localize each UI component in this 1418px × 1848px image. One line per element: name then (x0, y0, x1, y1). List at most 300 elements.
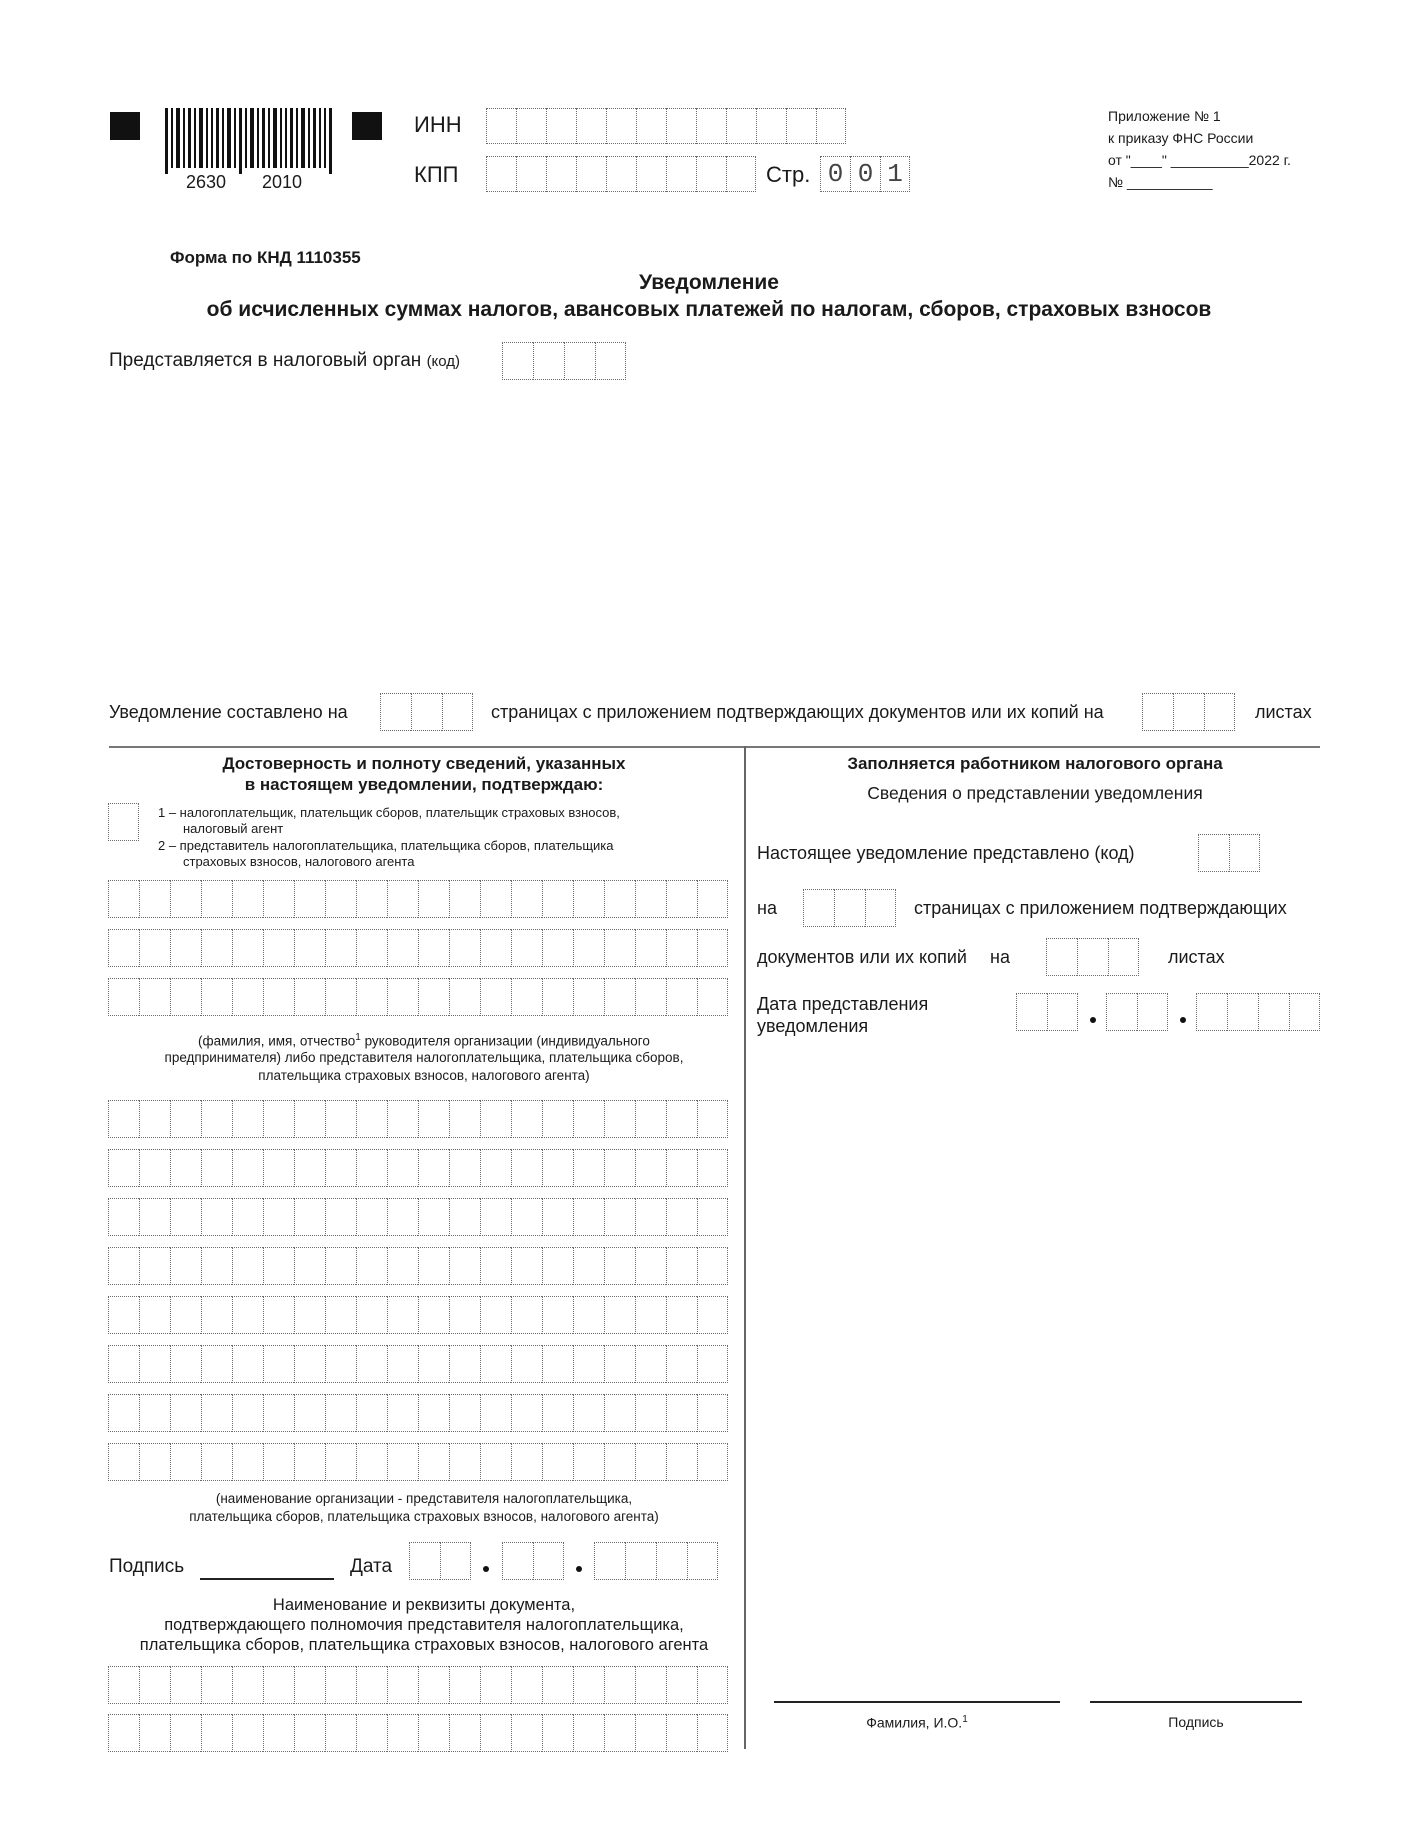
letter-cell[interactable] (325, 1443, 356, 1481)
letter-cell[interactable] (480, 1296, 511, 1334)
letter-cell[interactable] (387, 929, 418, 967)
letter-cell[interactable] (635, 1100, 666, 1138)
letter-cell[interactable] (325, 1100, 356, 1138)
authority-doc-row[interactable] (108, 1714, 728, 1752)
letter-cell[interactable] (697, 1714, 728, 1752)
letter-cell[interactable] (325, 978, 356, 1016)
letter-cell[interactable] (511, 1666, 542, 1704)
letter-cell[interactable] (542, 880, 573, 918)
letter-cell[interactable] (542, 1296, 573, 1334)
letter-cell[interactable] (604, 1443, 635, 1481)
letter-cell[interactable] (139, 1100, 170, 1138)
letter-cell[interactable] (232, 880, 263, 918)
letter-cell[interactable] (232, 1149, 263, 1187)
letter-cell[interactable] (139, 1149, 170, 1187)
letter-cell[interactable] (387, 1345, 418, 1383)
letter-cell[interactable] (356, 1443, 387, 1481)
letter-cell[interactable] (356, 1345, 387, 1383)
letter-cell[interactable] (108, 1394, 139, 1432)
letter-cell[interactable] (635, 1714, 666, 1752)
letter-cell[interactable] (604, 1198, 635, 1236)
inn-cell[interactable] (546, 108, 576, 144)
kpp-cell[interactable] (546, 156, 576, 192)
letter-cell[interactable] (542, 1394, 573, 1432)
sheets-count-cell[interactable] (1204, 693, 1235, 731)
letter-cell[interactable] (263, 1149, 294, 1187)
letter-cell[interactable] (170, 1149, 201, 1187)
letter-cell[interactable] (232, 1247, 263, 1285)
letter-cell[interactable] (480, 880, 511, 918)
letter-cell[interactable] (232, 1198, 263, 1236)
date-day-cell[interactable] (440, 1542, 471, 1580)
letter-cell[interactable] (449, 880, 480, 918)
letter-cell[interactable] (356, 1198, 387, 1236)
letter-cell[interactable] (604, 978, 635, 1016)
letter-cell[interactable] (666, 1666, 697, 1704)
letter-cell[interactable] (480, 929, 511, 967)
letter-cell[interactable] (170, 880, 201, 918)
letter-cell[interactable] (170, 1714, 201, 1752)
right-sheets-cell[interactable] (1077, 938, 1108, 976)
letter-cell[interactable] (604, 1100, 635, 1138)
right-sheets-cell[interactable] (1108, 938, 1139, 976)
letter-cell[interactable] (232, 1394, 263, 1432)
letter-cell[interactable] (511, 1714, 542, 1752)
pages-count-cell[interactable] (411, 693, 442, 731)
letter-cell[interactable] (511, 1296, 542, 1334)
org-name-row[interactable] (108, 1296, 728, 1334)
letter-cell[interactable] (449, 978, 480, 1016)
letter-cell[interactable] (666, 1714, 697, 1752)
letter-cell[interactable] (511, 880, 542, 918)
kpp-cell[interactable] (666, 156, 696, 192)
pages-count-cells[interactable] (380, 693, 473, 731)
letter-cell[interactable] (511, 1247, 542, 1285)
letter-cell[interactable] (263, 1714, 294, 1752)
letter-cell[interactable] (139, 880, 170, 918)
kpp-cell[interactable] (576, 156, 606, 192)
letter-cell[interactable] (511, 978, 542, 1016)
letter-cell[interactable] (635, 1198, 666, 1236)
letter-cell[interactable] (201, 1443, 232, 1481)
letter-cell[interactable] (480, 1198, 511, 1236)
letter-cell[interactable] (604, 1666, 635, 1704)
date-day-cells[interactable] (409, 1542, 471, 1580)
letter-cell[interactable] (418, 1100, 449, 1138)
letter-cell[interactable] (635, 1345, 666, 1383)
authority-doc-row[interactable] (108, 1666, 728, 1704)
letter-cell[interactable] (232, 978, 263, 1016)
letter-cell[interactable] (449, 1394, 480, 1432)
org-name-row[interactable] (108, 1100, 728, 1138)
date-year-cell[interactable] (656, 1542, 687, 1580)
letter-cell[interactable] (418, 1247, 449, 1285)
letter-cell[interactable] (449, 1345, 480, 1383)
letter-cell[interactable] (418, 978, 449, 1016)
right-pages-cells[interactable] (803, 889, 896, 927)
letter-cell[interactable] (356, 978, 387, 1016)
letter-cell[interactable] (139, 1714, 170, 1752)
letter-cell[interactable] (108, 1345, 139, 1383)
letter-cell[interactable] (697, 1149, 728, 1187)
letter-cell[interactable] (449, 1198, 480, 1236)
letter-cell[interactable] (666, 1247, 697, 1285)
tax-authority-code-cell[interactable] (564, 342, 595, 380)
date-day-cell[interactable] (409, 1542, 440, 1580)
kpp-cell[interactable] (696, 156, 726, 192)
letter-cell[interactable] (263, 1345, 294, 1383)
letter-cell[interactable] (356, 880, 387, 918)
letter-cell[interactable] (635, 1666, 666, 1704)
letter-cell[interactable] (170, 929, 201, 967)
letter-cell[interactable] (573, 1714, 604, 1752)
letter-cell[interactable] (511, 929, 542, 967)
letter-cell[interactable] (108, 1443, 139, 1481)
letter-cell[interactable] (666, 1100, 697, 1138)
letter-cell[interactable] (511, 1394, 542, 1432)
pages-count-cell[interactable] (442, 693, 473, 731)
letter-cell[interactable] (542, 1345, 573, 1383)
date-year-cell[interactable] (687, 1542, 718, 1580)
letter-cell[interactable] (697, 1247, 728, 1285)
letter-cell[interactable] (697, 880, 728, 918)
letter-cell[interactable] (511, 1443, 542, 1481)
fio-row[interactable] (108, 978, 728, 1016)
letter-cell[interactable] (573, 1666, 604, 1704)
letter-cell[interactable] (325, 1149, 356, 1187)
letter-cell[interactable] (108, 1296, 139, 1334)
letter-cell[interactable] (325, 1296, 356, 1334)
tax-authority-code-cell[interactable] (502, 342, 533, 380)
letter-cell[interactable] (387, 1296, 418, 1334)
letter-cell[interactable] (325, 1666, 356, 1704)
letter-cell[interactable] (666, 1149, 697, 1187)
letter-cell[interactable] (635, 1247, 666, 1285)
letter-cell[interactable] (108, 1247, 139, 1285)
letter-cell[interactable] (356, 1247, 387, 1285)
letter-cell[interactable] (604, 1345, 635, 1383)
letter-cell[interactable] (635, 1443, 666, 1481)
letter-cell[interactable] (449, 1666, 480, 1704)
date-month-cells[interactable] (502, 1542, 564, 1580)
letter-cell[interactable] (449, 929, 480, 967)
submitted-code-cell[interactable] (1198, 834, 1229, 872)
org-name-row[interactable] (108, 1247, 728, 1285)
letter-cell[interactable] (108, 1198, 139, 1236)
tax-authority-code-cells[interactable] (502, 342, 626, 380)
letter-cell[interactable] (232, 1714, 263, 1752)
letter-cell[interactable] (201, 978, 232, 1016)
date-year-cell[interactable] (594, 1542, 625, 1580)
inn-cell[interactable] (486, 108, 516, 144)
right-date-year-cell[interactable] (1196, 993, 1227, 1031)
right-date-month-cells[interactable] (1106, 993, 1168, 1031)
sheets-count-cells[interactable] (1142, 693, 1235, 731)
letter-cell[interactable] (139, 1198, 170, 1236)
letter-cell[interactable] (573, 1100, 604, 1138)
right-date-month-cell[interactable] (1106, 993, 1137, 1031)
letter-cell[interactable] (573, 1296, 604, 1334)
letter-cell[interactable] (232, 1296, 263, 1334)
letter-cell[interactable] (418, 1296, 449, 1334)
letter-cell[interactable] (201, 1100, 232, 1138)
sheets-count-cell[interactable] (1142, 693, 1173, 731)
org-name-row[interactable] (108, 1443, 728, 1481)
letter-cell[interactable] (263, 1198, 294, 1236)
letter-cell[interactable] (263, 880, 294, 918)
letter-cell[interactable] (356, 1666, 387, 1704)
fio-row[interactable] (108, 880, 728, 918)
letter-cell[interactable] (387, 880, 418, 918)
letter-cell[interactable] (666, 1345, 697, 1383)
letter-cell[interactable] (170, 978, 201, 1016)
letter-cell[interactable] (263, 1666, 294, 1704)
letter-cell[interactable] (139, 1443, 170, 1481)
letter-cell[interactable] (573, 880, 604, 918)
letter-cell[interactable] (418, 1666, 449, 1704)
inn-cell[interactable] (726, 108, 756, 144)
letter-cell[interactable] (325, 880, 356, 918)
letter-cell[interactable] (387, 978, 418, 1016)
letter-cell[interactable] (294, 929, 325, 967)
letter-cell[interactable] (480, 1394, 511, 1432)
letter-cell[interactable] (604, 1714, 635, 1752)
letter-cell[interactable] (542, 978, 573, 1016)
date-month-cell[interactable] (533, 1542, 564, 1580)
letter-cell[interactable] (387, 1100, 418, 1138)
inn-cell[interactable] (696, 108, 726, 144)
inn-cell[interactable] (576, 108, 606, 144)
date-year-cells[interactable] (594, 1542, 718, 1580)
letter-cell[interactable] (697, 1345, 728, 1383)
org-name-row[interactable] (108, 1345, 728, 1383)
org-name-row[interactable] (108, 1198, 728, 1236)
letter-cell[interactable] (697, 1394, 728, 1432)
letter-cell[interactable] (573, 1443, 604, 1481)
letter-cell[interactable] (449, 1443, 480, 1481)
letter-cell[interactable] (418, 1394, 449, 1432)
kpp-cell[interactable] (636, 156, 666, 192)
letter-cell[interactable] (325, 1247, 356, 1285)
letter-cell[interactable] (666, 1394, 697, 1432)
letter-cell[interactable] (666, 978, 697, 1016)
letter-cell[interactable] (480, 1149, 511, 1187)
letter-cell[interactable] (294, 1443, 325, 1481)
right-sheets-cell[interactable] (1046, 938, 1077, 976)
letter-cell[interactable] (542, 1666, 573, 1704)
letter-cell[interactable] (449, 1100, 480, 1138)
submitted-code-cells[interactable] (1198, 834, 1260, 872)
letter-cell[interactable] (294, 1345, 325, 1383)
letter-cell[interactable] (573, 978, 604, 1016)
letter-cell[interactable] (139, 929, 170, 967)
letter-cell[interactable] (573, 1149, 604, 1187)
letter-cell[interactable] (139, 1345, 170, 1383)
letter-cell[interactable] (573, 1198, 604, 1236)
letter-cell[interactable] (480, 1100, 511, 1138)
letter-cell[interactable] (294, 978, 325, 1016)
letter-cell[interactable] (449, 1714, 480, 1752)
letter-cell[interactable] (480, 978, 511, 1016)
letter-cell[interactable] (325, 1345, 356, 1383)
letter-cell[interactable] (356, 1296, 387, 1334)
letter-cell[interactable] (263, 1100, 294, 1138)
letter-cell[interactable] (108, 1149, 139, 1187)
letter-cell[interactable] (201, 1296, 232, 1334)
right-date-month-cell[interactable] (1137, 993, 1168, 1031)
right-date-day-cell[interactable] (1047, 993, 1078, 1031)
letter-cell[interactable] (635, 929, 666, 967)
org-name-row[interactable] (108, 1149, 728, 1187)
kpp-cells[interactable] (486, 156, 756, 192)
signer-type-input[interactable] (108, 803, 139, 841)
letter-cell[interactable] (294, 1100, 325, 1138)
letter-cell[interactable] (511, 1100, 542, 1138)
letter-cell[interactable] (263, 929, 294, 967)
letter-cell[interactable] (170, 1394, 201, 1432)
letter-cell[interactable] (604, 1394, 635, 1432)
letter-cell[interactable] (604, 1149, 635, 1187)
letter-cell[interactable] (418, 1443, 449, 1481)
letter-cell[interactable] (201, 1394, 232, 1432)
letter-cell[interactable] (294, 1247, 325, 1285)
letter-cell[interactable] (263, 1394, 294, 1432)
letter-cell[interactable] (232, 1100, 263, 1138)
pages-count-cell[interactable] (380, 693, 411, 731)
fio-row[interactable] (108, 929, 728, 967)
letter-cell[interactable] (604, 1296, 635, 1334)
submitted-code-cell[interactable] (1229, 834, 1260, 872)
letter-cell[interactable] (387, 1149, 418, 1187)
inn-cell[interactable] (636, 108, 666, 144)
letter-cell[interactable] (573, 929, 604, 967)
right-sheets-cells[interactable] (1046, 938, 1139, 976)
letter-cell[interactable] (573, 1394, 604, 1432)
letter-cell[interactable] (542, 1714, 573, 1752)
letter-cell[interactable] (201, 1714, 232, 1752)
letter-cell[interactable] (139, 1296, 170, 1334)
letter-cell[interactable] (263, 978, 294, 1016)
right-date-year-cells[interactable] (1196, 993, 1320, 1031)
tax-authority-code-cell[interactable] (533, 342, 564, 380)
letter-cell[interactable] (263, 1296, 294, 1334)
letter-cell[interactable] (263, 1443, 294, 1481)
letter-cell[interactable] (294, 1296, 325, 1334)
date-year-cell[interactable] (625, 1542, 656, 1580)
letter-cell[interactable] (108, 880, 139, 918)
letter-cell[interactable] (480, 1714, 511, 1752)
letter-cell[interactable] (170, 1666, 201, 1704)
letter-cell[interactable] (449, 1247, 480, 1285)
letter-cell[interactable] (139, 978, 170, 1016)
inn-cell[interactable] (516, 108, 546, 144)
letter-cell[interactable] (635, 978, 666, 1016)
letter-cell[interactable] (201, 1198, 232, 1236)
letter-cell[interactable] (573, 1345, 604, 1383)
kpp-cell[interactable] (606, 156, 636, 192)
right-date-year-cell[interactable] (1289, 993, 1320, 1031)
org-name-row[interactable] (108, 1394, 728, 1432)
letter-cell[interactable] (139, 1247, 170, 1285)
letter-cell[interactable] (666, 1443, 697, 1481)
inn-cells[interactable] (486, 108, 846, 144)
right-date-day-cells[interactable] (1016, 993, 1078, 1031)
letter-cell[interactable] (418, 1149, 449, 1187)
letter-cell[interactable] (170, 1443, 201, 1481)
letter-cell[interactable] (356, 929, 387, 967)
right-date-year-cell[interactable] (1258, 993, 1289, 1031)
kpp-cell[interactable] (726, 156, 756, 192)
letter-cell[interactable] (542, 1443, 573, 1481)
letter-cell[interactable] (201, 929, 232, 967)
right-date-year-cell[interactable] (1227, 993, 1258, 1031)
letter-cell[interactable] (170, 1345, 201, 1383)
inn-cell[interactable] (786, 108, 816, 144)
inn-cell[interactable] (606, 108, 636, 144)
letter-cell[interactable] (201, 1247, 232, 1285)
letter-cell[interactable] (108, 1666, 139, 1704)
letter-cell[interactable] (170, 1198, 201, 1236)
letter-cell[interactable] (418, 1714, 449, 1752)
letter-cell[interactable] (294, 1198, 325, 1236)
letter-cell[interactable] (511, 1198, 542, 1236)
date-month-cell[interactable] (502, 1542, 533, 1580)
letter-cell[interactable] (139, 1394, 170, 1432)
inn-cell[interactable] (756, 108, 786, 144)
right-pages-cell[interactable] (803, 889, 834, 927)
letter-cell[interactable] (356, 1149, 387, 1187)
right-pages-cell[interactable] (834, 889, 865, 927)
letter-cell[interactable] (418, 1345, 449, 1383)
letter-cell[interactable] (201, 880, 232, 918)
letter-cell[interactable] (294, 1714, 325, 1752)
letter-cell[interactable] (604, 880, 635, 918)
letter-cell[interactable] (356, 1714, 387, 1752)
signer-type-cell[interactable] (108, 803, 139, 841)
letter-cell[interactable] (635, 1296, 666, 1334)
letter-cell[interactable] (542, 1247, 573, 1285)
letter-cell[interactable] (201, 1666, 232, 1704)
letter-cell[interactable] (232, 1443, 263, 1481)
letter-cell[interactable] (108, 1100, 139, 1138)
letter-cell[interactable] (170, 1296, 201, 1334)
letter-cell[interactable] (387, 1247, 418, 1285)
letter-cell[interactable] (201, 1345, 232, 1383)
right-date-day-cell[interactable] (1016, 993, 1047, 1031)
letter-cell[interactable] (232, 929, 263, 967)
letter-cell[interactable] (697, 1666, 728, 1704)
letter-cell[interactable] (294, 1394, 325, 1432)
letter-cell[interactable] (542, 1198, 573, 1236)
inn-cell[interactable] (816, 108, 846, 144)
letter-cell[interactable] (356, 1100, 387, 1138)
letter-cell[interactable] (511, 1149, 542, 1187)
letter-cell[interactable] (108, 929, 139, 967)
letter-cell[interactable] (418, 1198, 449, 1236)
letter-cell[interactable] (480, 1666, 511, 1704)
right-pages-cell[interactable] (865, 889, 896, 927)
sheets-count-cell[interactable] (1173, 693, 1204, 731)
letter-cell[interactable] (232, 1666, 263, 1704)
inn-cell[interactable] (666, 108, 696, 144)
employee-signature-line[interactable] (1090, 1701, 1302, 1703)
letter-cell[interactable] (480, 1443, 511, 1481)
letter-cell[interactable] (139, 1666, 170, 1704)
letter-cell[interactable] (232, 1345, 263, 1383)
kpp-cell[interactable] (486, 156, 516, 192)
letter-cell[interactable] (635, 1394, 666, 1432)
letter-cell[interactable] (170, 1247, 201, 1285)
